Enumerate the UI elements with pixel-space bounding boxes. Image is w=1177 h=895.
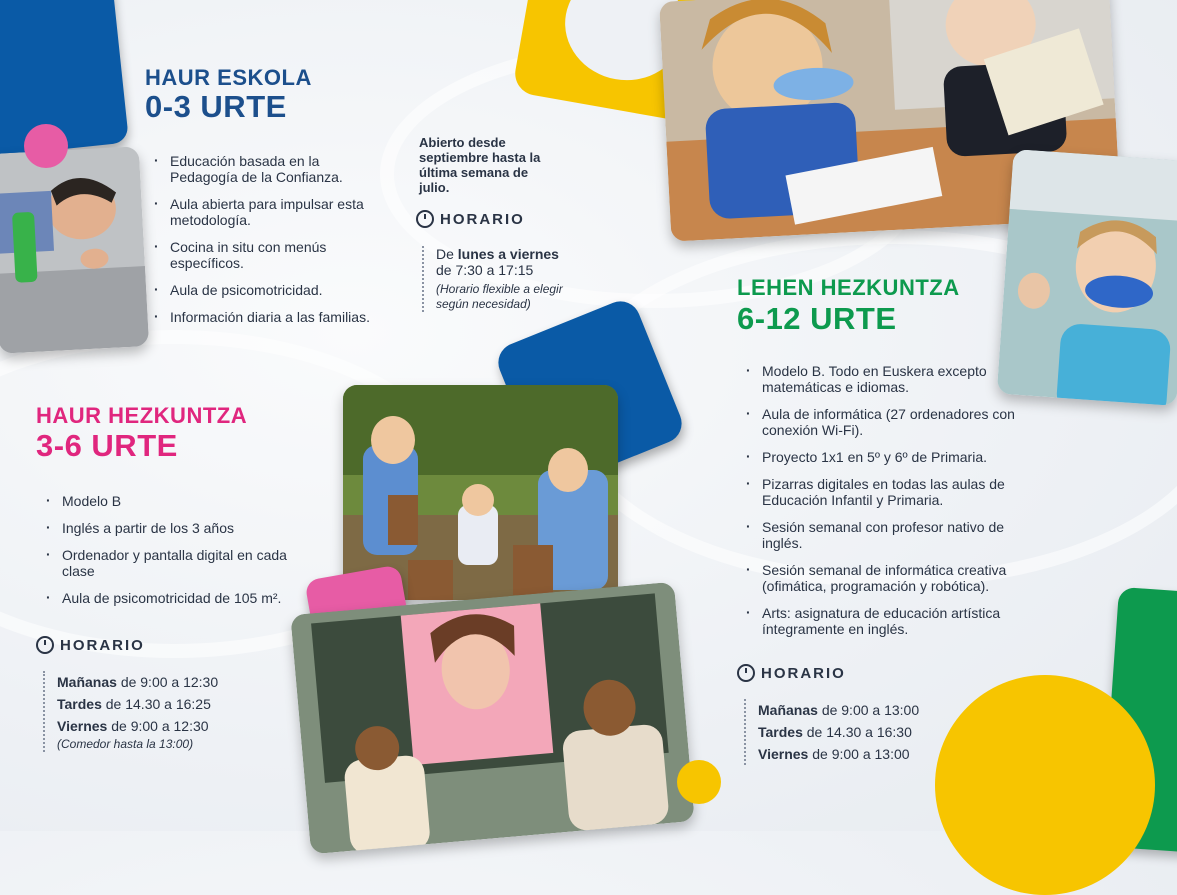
pink-circle-shape [24,124,68,168]
schedule-row [758,699,958,721]
schedule-label: Viernes [758,746,809,762]
yellow-dot-shape [677,760,721,804]
lehen-hezkuntza-schedule [744,699,958,765]
list-item: · Aula de psicomotricidad. [150,282,390,298]
list-item: · Proyecto 1x1 en 5º y 6º de Primaria. [742,449,1017,465]
list-item: · Cocina in situ con menús específicos. [150,239,390,271]
opening-period-text: Abierto desde septiembre hasta la última semana de julio. [419,135,541,195]
list-item: · Educación basada en la Pedagogía de la Confianza. [150,153,390,185]
schedule-prefix: De [436,246,454,262]
section-title: HAUR HEZKUNTZA [36,403,248,428]
list-item: · Arts: asignatura de educación artística íntegramente en inglés. [742,605,1017,637]
age-range: 0-3 URTE [145,89,287,124]
schedule-row [57,693,257,715]
horario-label: HORARIO [60,636,145,654]
schedule-hours: de 7:30 a 17:15 [436,262,534,278]
list-item: · Aula de informática (27 ordenadores con conexión Wi-Fi). [742,406,1017,438]
schedule-time: de 9:00 a 12:30 [111,718,209,734]
haur-eskola-schedule [422,246,576,312]
section-title: HAUR ESKOLA [145,65,312,90]
schedule-label: Tardes [57,696,102,712]
schedule-label: Tardes [758,724,803,740]
age-range: 3-6 URTE [36,428,178,463]
haur-eskola-features [150,153,390,336]
list-item: · Sesión semanal de informática creativa (ofimática, programación y robótica). [742,562,1017,594]
schedule-row [758,743,958,765]
baby-photo [0,146,149,354]
schedule-time: de 14.30 a 16:30 [806,724,912,740]
list-item: · Ordenador y pantalla digital en cada clase [42,547,302,579]
clock-icon [36,636,54,654]
schedule-note: (Horario flexible a elegir según necesidad) [436,282,563,311]
schedule-label: Viernes [57,718,108,734]
schedule-row [57,671,257,693]
list-item: · Pizarras digitales en todas las aulas de Educación Infantil y Primaria. [742,476,1017,508]
haur-eskola-section [145,66,312,124]
list-item: · Modelo B [42,493,302,509]
schedule-time: de 9:00 a 12:30 [120,674,219,690]
boy-mask-photo [997,149,1177,406]
list-item: · Aula abierta para impulsar esta metodología. [150,196,390,228]
horario-heading [36,636,145,654]
schedule-time: de 9:00 a 13:00 [821,702,920,718]
list-item: · Modelo B. Todo en Euskera excepto matemáticas e idiomas. [742,363,1017,395]
digital-screen-photo [290,582,694,855]
lehen-hezkuntza-features [742,363,1017,648]
list-item: · Información diaria a las familias. [150,309,390,325]
schedule-days: lunes a viernes [457,246,559,262]
list-item: · Inglés a partir de los 3 años [42,520,302,536]
schedule-note: (Comedor hasta la 13:00) [57,737,194,751]
section-title: LEHEN HEZKUNTZA [737,275,960,300]
horario-heading [737,664,846,682]
haur-hezkuntza-features [42,493,302,617]
age-range: 6-12 URTE [737,301,897,336]
schedule-time: de 14.30 a 16:25 [105,696,211,712]
lehen-hezkuntza-section [737,276,960,338]
clock-icon [737,664,755,682]
haur-hezkuntza-schedule [43,671,257,752]
clock-icon [416,210,434,228]
list-item: · Sesión semanal con profesor nativo de inglés. [742,519,1017,551]
yellow-circle-shape [935,675,1155,895]
horario-label: HORARIO [440,210,525,228]
schedule-row [758,721,958,743]
horario-heading [416,210,525,228]
schedule-label: Mañanas [57,674,117,690]
schedule-row [57,715,257,737]
schedule-time: de 9:00 a 13:00 [812,746,910,762]
horario-label: HORARIO [761,664,846,682]
list-item: · Aula de psicomotricidad de 105 m². [42,590,302,606]
haur-hezkuntza-section [36,404,247,464]
schedule-label: Mañanas [758,702,818,718]
